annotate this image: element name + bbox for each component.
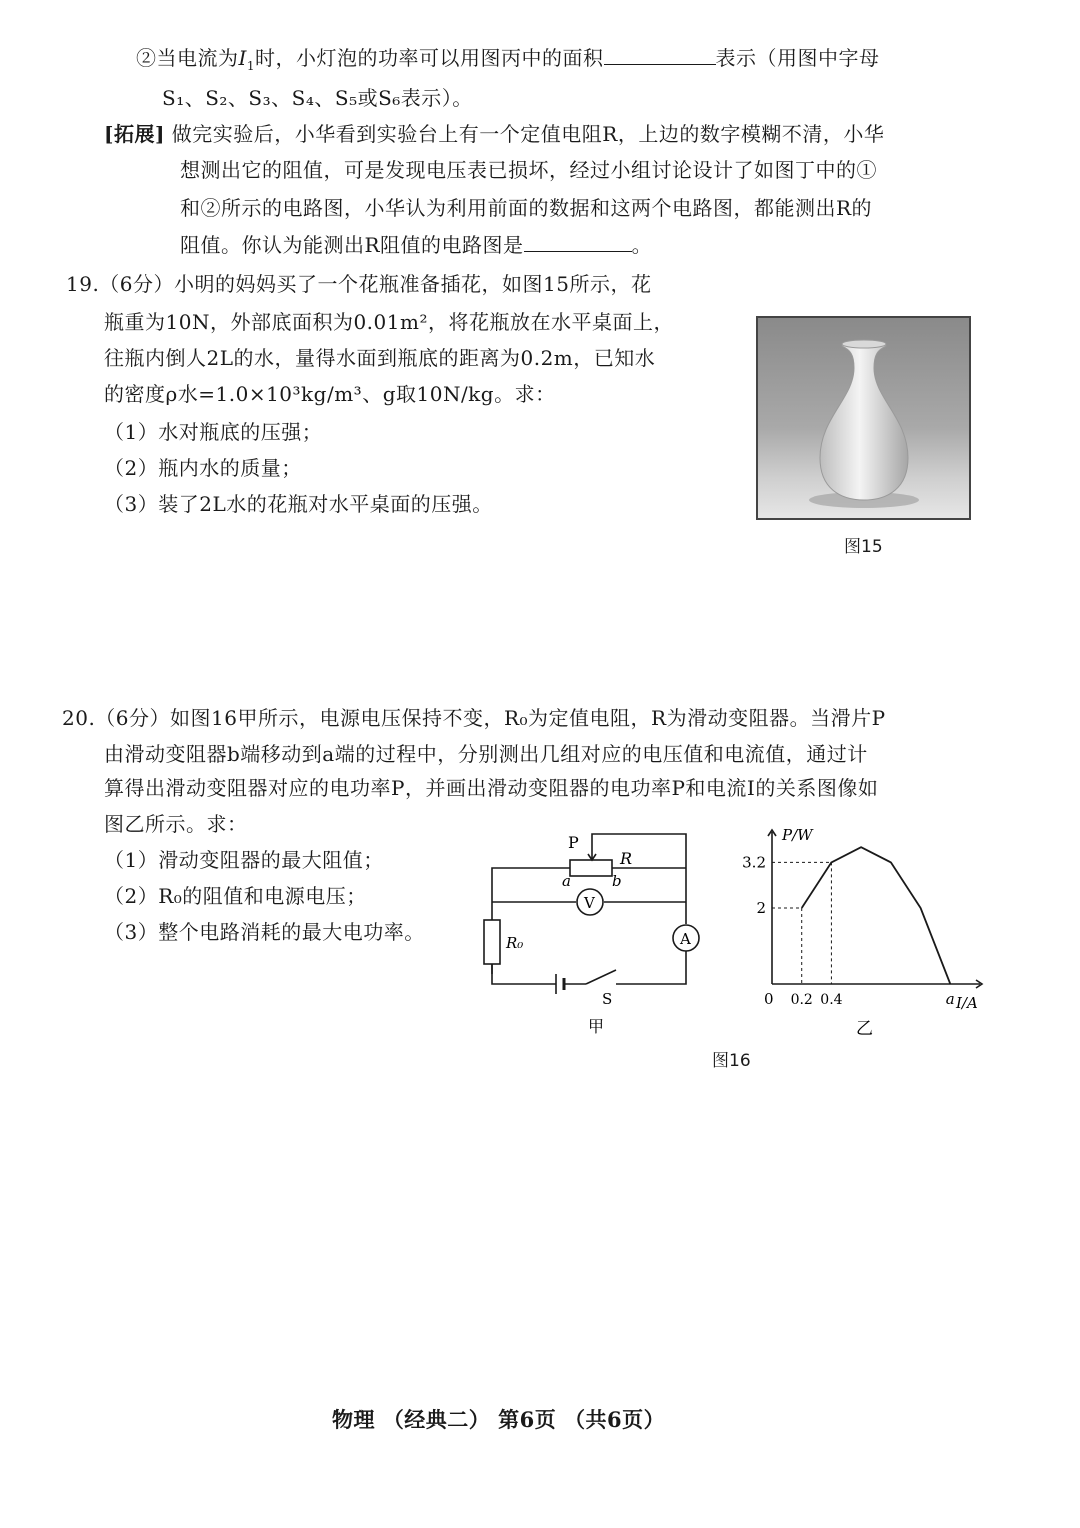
q19-sub1: （1）水对瓶底的压强； <box>104 420 323 444</box>
q18-part2-mid: 时，小灯泡的功率可以用图丙中的面积 <box>255 46 604 70</box>
circuit-diagram <box>480 824 720 1044</box>
label-R0: R₀ <box>506 934 524 952</box>
q18-extension-line1 <box>104 120 884 148</box>
extension-tag: [拓展] <box>104 122 165 146</box>
answer-blank-area[interactable] <box>604 44 716 65</box>
y-tick-label: 3.2 <box>742 853 766 872</box>
q19-line4: 的密度ρ水=1.0×10³kg/m³、g取10N/kg。求： <box>104 382 556 406</box>
page-footer: 物理 （经典二） 第6页 （共6页） <box>332 1407 666 1432</box>
circuit-caption: 甲 <box>588 1017 605 1036</box>
q18-part2-line2: S₁、S₂、S₃、S₄、S₅或S₆表示）。 <box>162 86 473 110</box>
x-tick-label: 0.4 <box>820 992 843 1008</box>
q18-part2-var: I <box>238 46 247 70</box>
q20-line3: 算得出滑动变阻器对应的电功率P，并画出滑动变阻器的电功率P和电流I的关系图像如 <box>104 776 879 800</box>
q20-sub2: （2）R₀的阻值和电源电压； <box>104 884 367 908</box>
vase-icon <box>758 318 969 518</box>
q19-line1: 19.（6分）小明的妈妈买了一个花瓶准备插花，如图15所示，花 <box>66 272 652 296</box>
label-a: a <box>562 872 571 890</box>
origin-label: 0 <box>764 990 774 1008</box>
voltmeter-icon: V <box>584 894 595 912</box>
series-line-p-i <box>802 847 951 984</box>
label-S: S <box>602 990 613 1008</box>
q19-line2: 瓶重为10N，外部底面积为0.01m²，将花瓶放在水平桌面上， <box>104 310 674 334</box>
q20-sub3: （3）整个电路消耗的最大电功率。 <box>104 920 425 944</box>
q18-extension-line3: 和②所示的电路图，小华认为利用前面的数据和这两个电路图，都能测出R的 <box>180 196 873 220</box>
q19-sub2: （2）瓶内水的质量； <box>104 456 302 480</box>
label-b: b <box>612 872 622 890</box>
figure16-caption: 图16 <box>712 1051 751 1071</box>
extension-text-4: 阻值。你认为能测出R阻值的电路图是 <box>180 233 524 257</box>
q20-line4: 图乙所示。求： <box>104 812 248 836</box>
x-axis-label: I/A <box>956 994 978 1012</box>
ammeter-icon: A <box>680 930 691 948</box>
q18-part2-prefix: ②当电流为 <box>136 46 239 70</box>
y-tick-label: 2 <box>756 899 766 917</box>
extension-text-1: 做完实验后，小华看到实验台上有一个定值电阻R，上边的数字模糊不清，小华 <box>171 122 885 146</box>
q18-part2-suffix: 表示（用图中字母 <box>715 46 880 70</box>
extension-text-4-end: 。 <box>631 233 653 257</box>
q18-extension-line4 <box>180 231 652 259</box>
q20-line2: 由滑动变阻器b端移动到a端的过程中，分别测出几组对应的电压值和电流值，通过计 <box>104 742 868 766</box>
q18-extension-line2: 想测出它的阻值，可是发现电压表已损坏，经过小组讨论设计了如图丁中的① <box>180 158 877 182</box>
q18-part2-line1 <box>136 44 880 80</box>
q20-sub1: （1）滑动变阻器的最大阻值； <box>104 848 384 872</box>
q20-line1: 20.（6分）如图16甲所示，电源电压保持不变，R₀为定值电阻，R为滑动变阻器。当滑片P <box>62 706 886 730</box>
y-axis-label: P/W <box>782 826 813 844</box>
answer-blank-circuit[interactable] <box>524 231 632 252</box>
q19-line3: 往瓶内倒人2L的水，量得水面到瓶底的距离为0.2m，已知水 <box>104 346 656 370</box>
x-tick-label: 0.2 <box>790 992 813 1008</box>
q18-part2-sub: 1 <box>246 59 256 73</box>
chart-caption: 乙 <box>856 1019 873 1039</box>
x-end-label: a <box>945 990 955 1008</box>
vase-photo <box>756 316 971 520</box>
q19-sub3: （3）装了2L水的花瓶对水平桌面的压强。 <box>104 492 493 516</box>
figure15-caption: 图15 <box>844 537 883 557</box>
label-P: P <box>568 833 579 852</box>
label-R: R <box>620 849 633 868</box>
power-current-chart <box>730 820 1000 1044</box>
